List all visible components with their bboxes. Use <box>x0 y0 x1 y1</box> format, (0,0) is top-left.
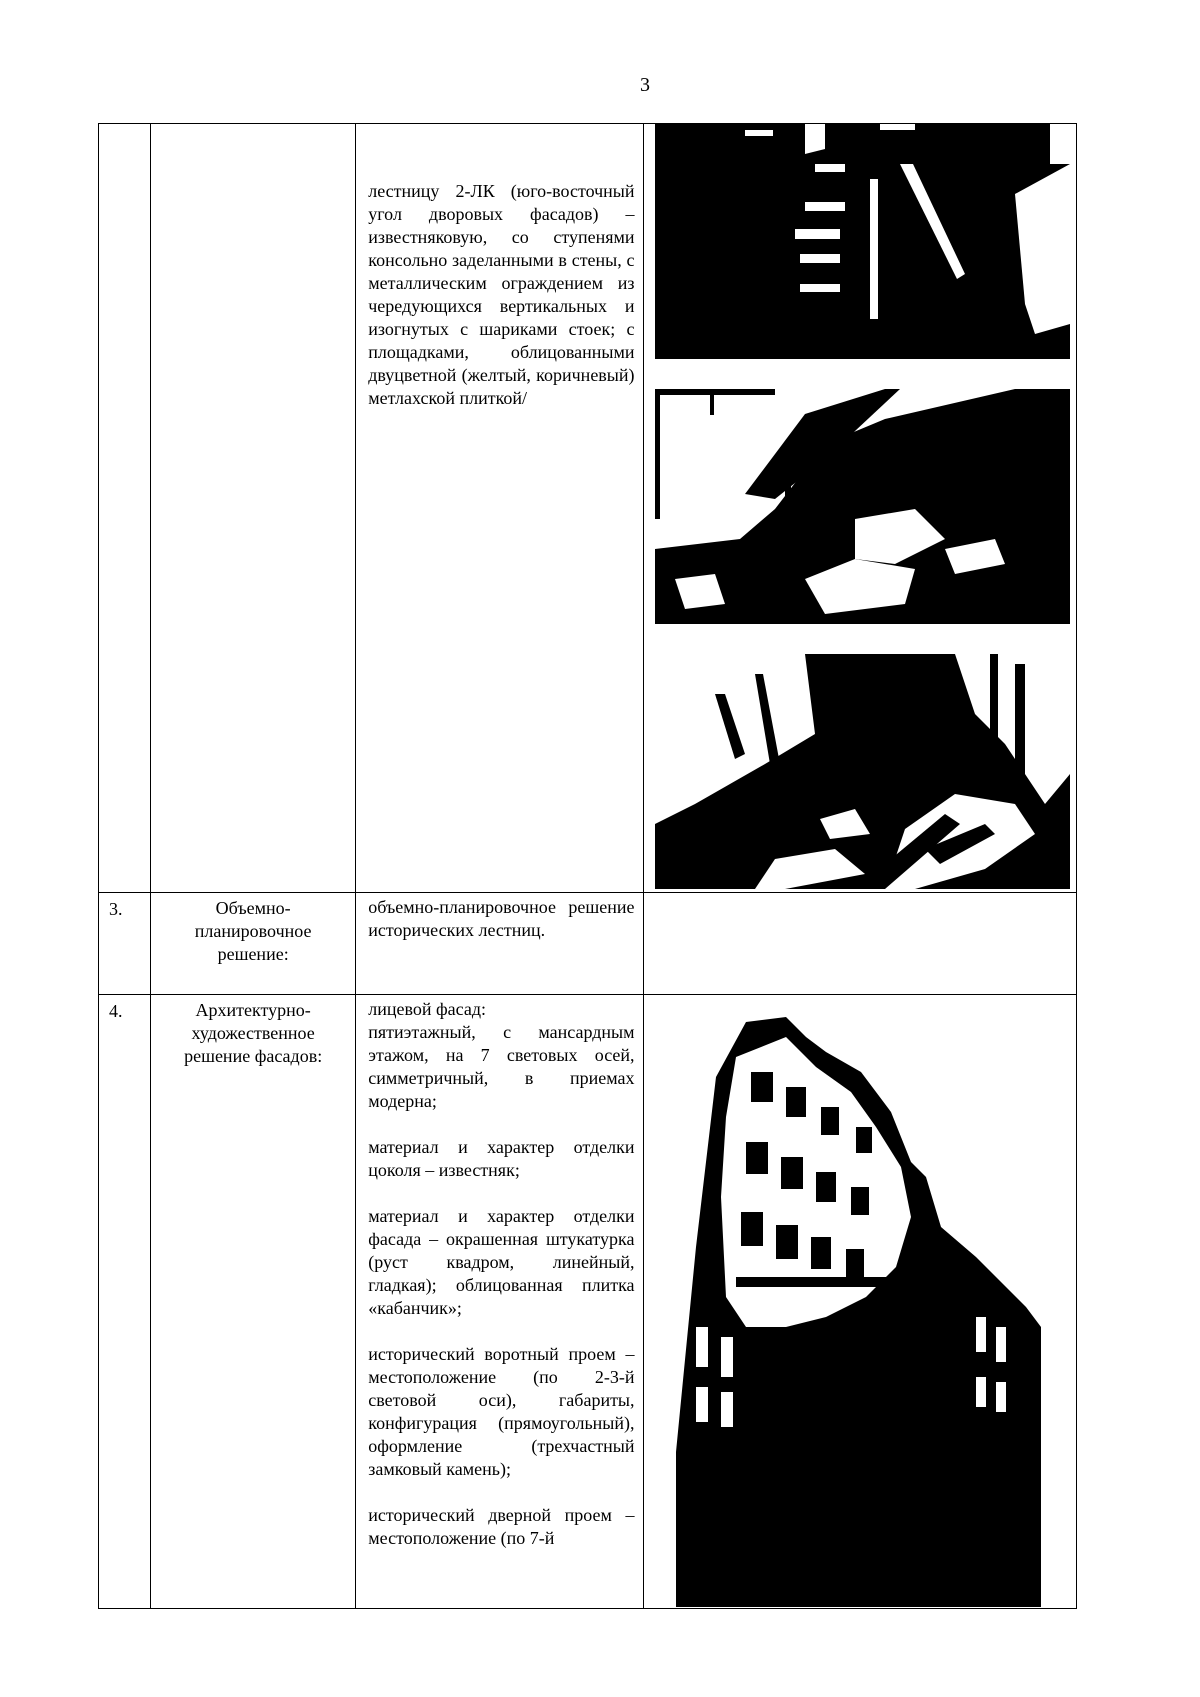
description-paragraph: исторический дверной проем – местоположение (по 7-й <box>368 1505 635 1548</box>
row-number: 3. <box>99 893 151 995</box>
description-paragraph: объемно-планировочное решение исторических лестниц. <box>368 897 635 940</box>
table-row <box>99 995 1077 1609</box>
description-paragraph: лицевой фасад: пятиэтажный, с мансардным этажом, на 7 световых осей, симметричный, в приемах модерна; <box>368 999 635 1111</box>
staircase-railing-photo <box>655 389 1070 624</box>
monument-description-table <box>98 123 1077 1609</box>
row-label: Объемно-планировочное решение: <box>151 893 356 995</box>
row-number <box>99 124 151 893</box>
description-paragraph: исторический воротный проем – местоположение (по 2-3-й световой оси), габариты, конфигурация (прямоугольный), оформление (трехчастный замковый камень); <box>368 1344 635 1479</box>
row-label: Архитектурно-художественное решение фасадов: <box>151 995 356 1609</box>
facade-photo <box>676 997 1041 1607</box>
description-paragraph: материал и характер отделки фасада – окрашенная штукатурка (руст квадром, линейный, гладкая); облицованная плитка «кабанчик»; <box>368 1206 635 1318</box>
row-description <box>356 893 643 995</box>
staircase-photo <box>655 124 1070 359</box>
description-paragraph: материал и характер отделки цоколя – известняк; <box>368 1137 635 1180</box>
photo-cell <box>643 995 1076 1609</box>
photo-cell <box>643 124 1076 893</box>
table-row <box>99 124 1077 893</box>
row-number: 4. <box>99 995 151 1609</box>
table-row <box>99 893 1077 995</box>
page-number: 3 <box>640 74 650 96</box>
row-description <box>356 124 643 893</box>
photo-cell <box>643 893 1076 995</box>
row-label <box>151 124 356 893</box>
row-description <box>356 995 643 1609</box>
description-paragraph: лестницу 2-ЛК (юго-восточный угол дворовых фасадов) – известняковую, со ступенями консольно заделанными в стены, с металлическим ограждением из чередующихся вертикальных и изогнутых с шариками стоек; с площадками, облицованными двуцветной (желтый, коричневый) метлахской плиткой/ <box>368 181 635 408</box>
staircase-landing-photo <box>655 654 1070 889</box>
